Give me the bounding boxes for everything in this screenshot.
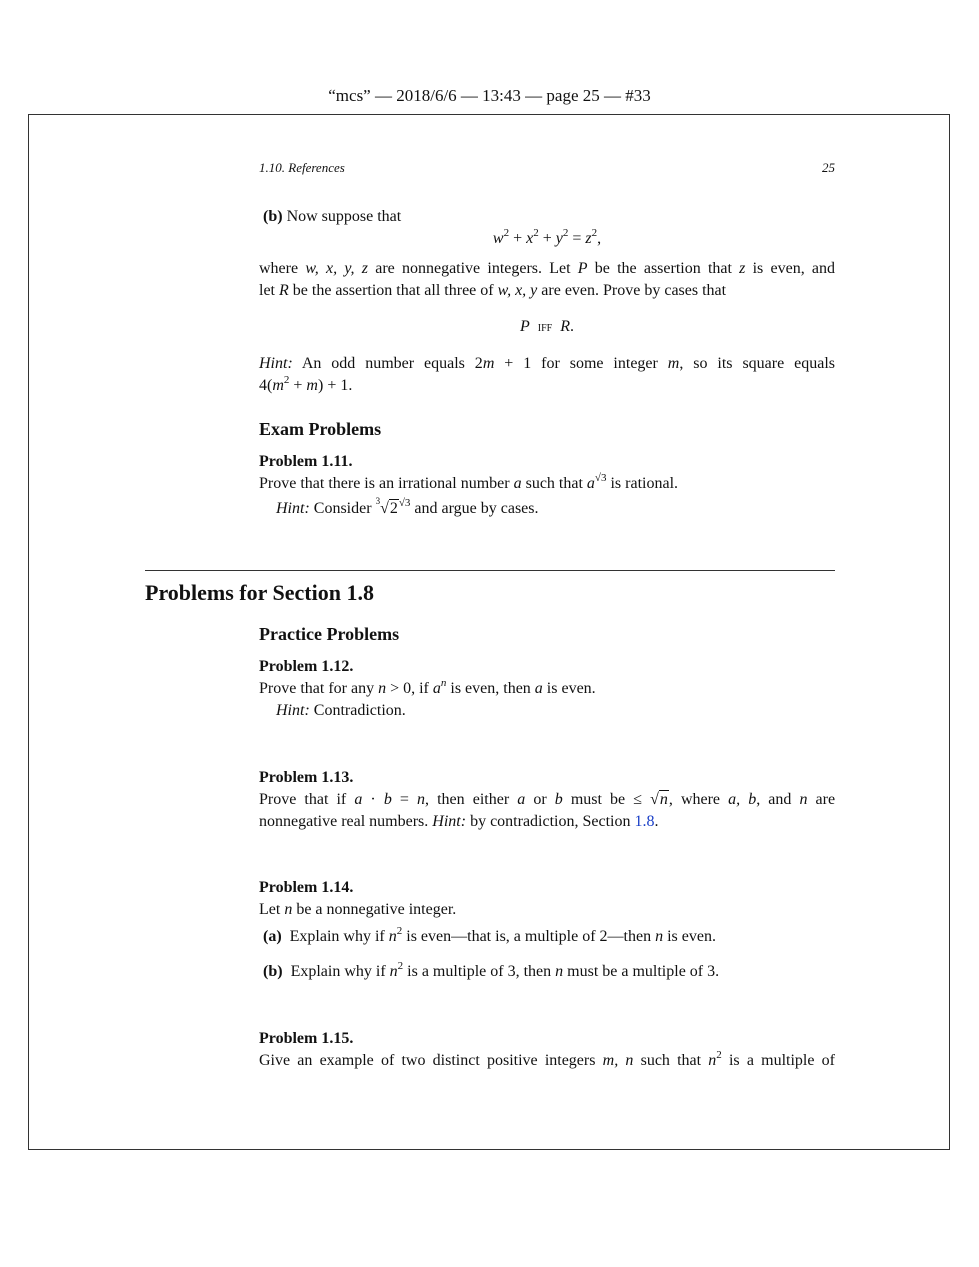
math-vars: a, b xyxy=(728,791,757,808)
radical-sign: √ xyxy=(650,791,659,808)
eq-plus-1: + xyxy=(513,230,523,247)
eq-equals: = xyxy=(572,230,582,247)
problem-1-12-text xyxy=(259,678,596,700)
text-run: be a nonnegative integer. xyxy=(292,901,457,918)
math-var-n: n xyxy=(388,928,397,945)
text-run: is a multiple of xyxy=(721,1052,835,1069)
math-var-m: m xyxy=(272,377,284,394)
part-b-hint-line-1 xyxy=(259,353,835,375)
hint-label: Hint: xyxy=(276,500,310,517)
part-b-hint-line-2 xyxy=(259,375,835,397)
header-page-number: 25 xyxy=(822,160,835,175)
problem-1-14-part-b xyxy=(263,961,719,983)
text-run: Prove that if xyxy=(259,791,355,808)
math-var-a: a xyxy=(432,680,441,697)
text-run: · xyxy=(362,791,384,808)
text-run: An odd number equals 2 xyxy=(292,355,483,372)
problem-1-13-line-2 xyxy=(259,811,835,833)
part-b-intro xyxy=(263,206,401,228)
text-run: Prove that there is an irrational number xyxy=(259,475,514,492)
text-run: are even. Prove by cases that xyxy=(537,282,727,299)
running-head: “mcs” — 2018/6/6 — 13:43 — page 25 — #33 xyxy=(328,86,651,105)
math-var-b: b xyxy=(554,791,563,808)
text-run: 4( xyxy=(259,377,273,394)
text-run: > 0, if xyxy=(386,680,433,697)
text-run: be the assertion that xyxy=(587,260,740,277)
section-heading: Problems for Section 1.8 xyxy=(145,580,374,605)
eq-exp-z: 2 xyxy=(591,227,598,239)
math-var-n: n xyxy=(389,963,398,980)
text-run: Consider xyxy=(309,500,376,517)
radicand: n xyxy=(659,791,668,808)
part-b-line-1 xyxy=(259,258,835,280)
math-var-n: n xyxy=(555,963,564,980)
problem-1-12-title: Problem 1.12. xyxy=(259,658,354,675)
math-var-z: z xyxy=(739,260,746,277)
radical-sign: √ xyxy=(380,500,389,517)
text-run: , where xyxy=(668,791,729,808)
eq-var-w: w xyxy=(492,230,504,247)
math-var-m: m xyxy=(667,355,680,372)
text-run: must be ≤ xyxy=(562,791,651,808)
eq-var-x: x xyxy=(526,230,534,247)
radicand: 2 xyxy=(389,500,398,517)
text-run: = xyxy=(391,791,418,808)
equation-p-iff-r xyxy=(259,316,835,339)
eq-exp-w: 2 xyxy=(503,227,510,239)
problem-1-13-title: Problem 1.13. xyxy=(259,769,354,786)
problem-1-13-line-1 xyxy=(259,789,835,811)
text-run: by contradiction, Section xyxy=(466,813,635,830)
text-run: Give an example of two distinct positive integers xyxy=(259,1052,603,1069)
text-run: where xyxy=(259,260,306,277)
math-var-n: n xyxy=(284,901,293,918)
equation-wxyz xyxy=(259,228,835,250)
text-run: and argue by cases. xyxy=(410,500,539,517)
problem-1-11-title: Problem 1.11. xyxy=(259,453,353,470)
part-b-label: (b) xyxy=(263,963,283,980)
exponent: 2 xyxy=(397,960,404,972)
text-run: , and xyxy=(756,791,800,808)
text-run: + xyxy=(289,377,307,394)
problem-1-15-title: Problem 1.15. xyxy=(259,1030,354,1047)
text-run: or xyxy=(525,791,555,808)
eq-plus-2: + xyxy=(542,230,552,247)
text-run: Explain why if xyxy=(290,963,390,980)
root-index: 3 xyxy=(375,496,381,506)
math-var-R: R xyxy=(560,318,570,335)
exponent: 2 xyxy=(716,1049,722,1061)
problem-1-14-part-a xyxy=(263,926,716,948)
text-run: , so its square equals xyxy=(679,355,836,372)
text-run: such that xyxy=(521,475,587,492)
text-run: must be a multiple of 3. xyxy=(563,963,720,980)
section-reference-link[interactable]: 1.8 xyxy=(634,813,655,830)
part-b-label: (b) xyxy=(263,208,283,225)
text-run: + 1 for some integer xyxy=(494,355,668,372)
math-var-n: n xyxy=(655,928,664,945)
hint-label: Hint: xyxy=(432,813,467,830)
eq-exp-y: 2 xyxy=(562,227,569,239)
math-var-R: R xyxy=(279,282,289,299)
text-run: Explain why if xyxy=(289,928,389,945)
eq-exp-x: 2 xyxy=(533,227,539,239)
exponent-sqrt3: √3 xyxy=(594,472,607,484)
text-run: is even, then xyxy=(446,680,535,697)
math-var-P: P xyxy=(519,318,530,335)
math-var-a: a xyxy=(517,791,526,808)
part-a-label: (a) xyxy=(263,928,282,945)
math-vars: w, x, y xyxy=(497,282,538,299)
text-run: such that xyxy=(633,1052,709,1069)
problem-1-11-hint xyxy=(276,498,539,520)
hint-label: Hint: xyxy=(259,355,293,372)
text-run: let xyxy=(259,282,279,299)
math-var-m: m xyxy=(482,355,495,372)
math-var-n: n xyxy=(417,791,426,808)
text-run: nonnegative real numbers. xyxy=(259,813,433,830)
exam-problems-heading: Exam Problems xyxy=(259,419,382,439)
text-run: is a multiple of 3, then xyxy=(403,963,556,980)
part-b-line-2 xyxy=(259,280,835,302)
math-var-a: a xyxy=(354,791,363,808)
exponent: 2 xyxy=(396,925,403,937)
eq-comma: , xyxy=(597,230,602,247)
exponent-sqrt3: √3 xyxy=(398,497,411,509)
math-var-P: P xyxy=(577,260,588,277)
eq-var-z: z xyxy=(585,230,592,247)
text-run: is even—that is, a multiple of 2—then xyxy=(402,928,656,945)
problem-1-15-text xyxy=(259,1050,835,1072)
text-run: Let xyxy=(259,901,285,918)
text-run: Prove that for any xyxy=(259,680,379,697)
text-run: ) + 1. xyxy=(317,377,353,394)
problem-1-14-text xyxy=(259,899,456,921)
problem-1-11-text xyxy=(259,473,678,495)
practice-problems-heading: Practice Problems xyxy=(259,624,400,644)
math-var-m: m xyxy=(306,377,318,394)
text-run: are nonnegative integers. Let xyxy=(368,260,578,277)
eq-var-y: y xyxy=(555,230,563,247)
hint-label: Hint: xyxy=(276,702,310,719)
math-var-a: a xyxy=(534,680,543,697)
iff-operator: iff xyxy=(537,320,553,335)
problem-1-12-hint xyxy=(276,700,406,722)
part-b-intro-text: Now suppose that xyxy=(286,208,402,225)
math-var-n: n xyxy=(378,680,387,697)
text-run: is even, and xyxy=(745,260,836,277)
math-var-a: a xyxy=(513,475,522,492)
math-var-b: b xyxy=(383,791,392,808)
math-vars: m, n xyxy=(602,1052,634,1069)
text-run: . xyxy=(570,318,574,335)
text-run: Contradiction. xyxy=(309,702,406,719)
math-var-n: n xyxy=(708,1052,717,1069)
math-var-n: n xyxy=(799,791,808,808)
text-run: is even. xyxy=(542,680,596,697)
section-rule xyxy=(145,570,835,571)
text-run: is even. xyxy=(663,928,716,945)
text-run: , then either xyxy=(425,791,518,808)
text-run: are xyxy=(807,791,836,808)
text-run: be the assertion that all three of xyxy=(288,282,498,299)
exponent-n: n xyxy=(440,677,447,689)
header-section: 1.10. References xyxy=(259,160,345,175)
text-run: . xyxy=(654,813,659,830)
math-vars: w, x, y, z xyxy=(305,260,368,277)
exponent: 2 xyxy=(283,374,290,386)
math-var-a: a xyxy=(586,475,595,492)
text-run: is rational. xyxy=(606,475,679,492)
problem-1-14-title: Problem 1.14. xyxy=(259,879,354,896)
